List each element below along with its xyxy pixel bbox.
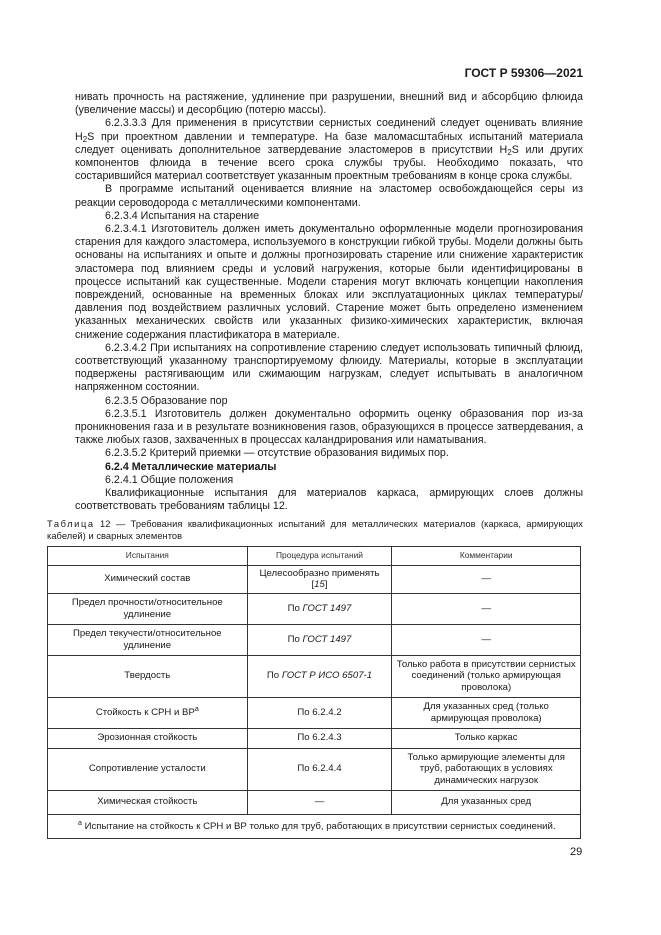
paragraph: нивать прочность на растяжение, удлинение при разрушении, внешний вид и абсорбцию флюида (увеличение массы) и десорбцию (потерю массы). [75,91,583,117]
test-cell: Химический состав [48,565,248,593]
paragraph: 6.2.3.5.2 Критерий приемки — отсутствие образования видимых пор. [105,447,449,460]
procedure-cell: По 6.2.4.2 [247,697,392,728]
procedure-cell: По ГОСТ Р ИСО 6507-1 [247,655,392,697]
paragraph-6-2-3-3-3: 6.2.3.3.3 Для применения в присутствии сернистых соединений следует оценивать влияние $H_2S$ при проектном давлении и температуре. На базе маломасштабных испытаний материала следует оценивать дополнительное затвердевание эластомеров в присутствии $H_2S$ или других компонентов флюида в течение всего срока службы трубы. Необходимо показать, что состарившийся материал соответствует указанным проектным требованиям в конце срока службы. [75,117,584,183]
document-code: ГОСТ Р 59306—2021 [464,66,583,80]
table-footnote: $^а$ Испытание на стойкость к СРН и ВР только для труб, работающих в присутствии сернистых соединений. [48,814,581,839]
table-row [48,565,581,593]
section-heading: 6.2.3.5 Образование пор [105,394,228,407]
test-cell: Сопротивление усталости [48,748,248,790]
table-header-row [48,546,581,565]
paragraph: 6.2.3.4.1 Изготовитель должен иметь документально оформленные модели прогнозирования старения для каждого эластомера, используемого в конструкции гибкой трубы. Модели должны быть основаны на испытаниях и опыте и должны прогнозировать старение или снижение характеристик эластомера под влиянием среды и условий нагружения, которые были идентифицированы в процессе испытаний как существенные. Модели старения могут включать концепции накопления повреждений, основанные на временных блоках или эксплуатационных циклах температуры/давления под воздействием различных условий. Старение может быть определено изменением указанных механических свойств или указанных физико-химических характеристик, включая снижение содержания пластификатора в материале. [75,223,583,341]
page-number: 29 [570,846,583,858]
comment-cell: — [392,593,581,624]
comment-cell: Для указанных сред (только армирующая проволока) [392,697,581,728]
test-cell: Стойкость к СРН и $ВР^а$ [48,697,248,728]
test-cell: Твердость [48,655,248,697]
table-row [48,728,581,748]
comment-cell: Только армирующие элементы для труб, работающих в условиях динамических нагрузок [392,748,581,790]
table-row [48,748,581,790]
paragraph: 6.2.3.4.2 При испытаниях на сопротивление старению следует использовать типичный флюид, соответствующий указанному транспортируемому флюиду. Материалы, которые в эксплуатации подвержены растягивающим или сжимающим нагрузкам, следует испытывать в аналогичном напряженном состоянии. [75,341,583,394]
table-row [48,697,581,728]
column-header: Испытания [48,546,248,565]
column-header: Комментарии [392,546,581,565]
comment-cell: Для указанных сред [392,790,581,814]
table-row [48,790,581,814]
procedure-cell: — [247,790,392,814]
section-heading: 6.2.3.4 Испытания на старение [105,209,260,222]
comment-cell: — [392,624,581,655]
test-cell: Предел текучести/относительное удлинение [48,624,248,655]
column-header: Процедура испытаний [247,546,392,565]
table-caption: Таблица 12 — Требования квалификационных испытаний для металлических материалов (каркаса, армирующих кабелей) и сварных элементов [47,518,583,541]
paragraph: В программе испытаний оценивается влияние на эластомер освобождающейся серы из реакции сероводорода с металлическими компонентами. [75,183,583,209]
test-cell: Эрозионная стойкость [48,728,248,748]
table-footnote-row [48,814,581,839]
section-heading: 6.2.4.1 Общие положения [105,473,234,486]
test-cell: Химическая стойкость [48,790,248,814]
table-row [48,624,581,655]
procedure-cell: Целесообразно применять [15] [247,565,392,593]
comment-cell: Только работа в присутствии сернистых соединений (только армирующая проволока) [392,655,581,697]
table-row [48,593,581,624]
document-body [47,91,584,839]
procedure-cell: По ГОСТ 1497 [247,593,392,624]
procedure-cell: По ГОСТ 1497 [247,624,392,655]
requirements-table [47,546,581,840]
paragraph: Квалификационные испытания для материалов каркаса, армирующих слоев должны соответствовать требованиям таблицы 12. [75,487,583,513]
procedure-cell: По 6.2.4.3 [247,728,392,748]
paragraph: 6.2.3.5.1 Изготовитель должен документально оформить оценку образования пор из-за проникновения газа и в результате возникновения газов, образующихся в процессе затвердевания, а также любых газов, захваченных в процессах каландрирования или наматывания. [75,407,583,447]
table-row [48,655,581,697]
comment-cell: Только каркас [392,728,581,748]
procedure-cell: По 6.2.4.4 [247,748,392,790]
test-cell: Предел прочности/относительное удлинение [48,593,248,624]
comment-cell: — [392,565,581,593]
section-heading-bold: 6.2.4 Металлические материалы [105,460,277,473]
